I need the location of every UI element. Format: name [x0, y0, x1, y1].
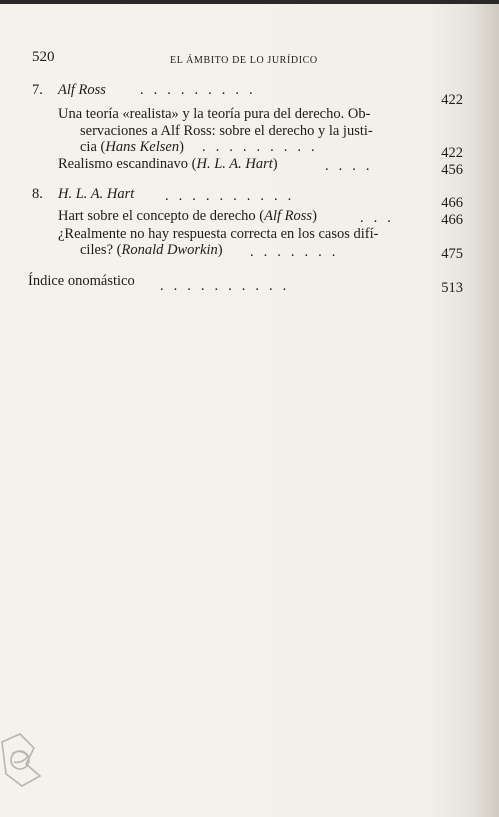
- toc-ch8-page: 466: [441, 195, 463, 211]
- toc-text: ): [312, 208, 317, 224]
- toc-author: Alf Ross: [264, 208, 313, 224]
- toc-text: ): [217, 242, 223, 258]
- toc-ch8-title: [58, 186, 134, 203]
- toc-text: cia (: [80, 139, 106, 155]
- toc-ch7-item1-line2: servaciones a Alf Ross: sobre el derecho y la justi-: [80, 123, 373, 139]
- toc-author: Hans Kelsen: [105, 139, 180, 155]
- toc-ch8-title-text: H. L. A. Hart: [58, 186, 135, 202]
- toc-index-page: 513: [441, 280, 463, 296]
- toc-author: Ronald Dworkin: [121, 242, 218, 258]
- leader-dots: .......: [250, 244, 346, 260]
- leader-dots: ...: [360, 210, 401, 226]
- toc-text: Hart sobre el concepto de derecho (: [58, 208, 265, 224]
- toc-ch7-item2-page: 456: [441, 162, 463, 178]
- toc-ch8-item1-page: 466: [441, 212, 463, 228]
- toc-ch8-number: 8.: [32, 186, 43, 202]
- leader-dots: ..........: [165, 188, 302, 204]
- toc-index-label: Índice onomástico: [28, 273, 135, 289]
- toc-ch7-item1-page: 422: [441, 145, 463, 161]
- toc-ch7-item2: [58, 156, 278, 173]
- leader-dots: .........: [202, 139, 325, 155]
- toc-ch8-item2-line2: [80, 242, 223, 259]
- toc-ch7-item1-line1: Una teoría «realista» y la teoría pura del derecho. Ob-: [58, 106, 371, 122]
- stamp-ornament-icon: [0, 730, 46, 790]
- toc-ch8-item2-page: 475: [441, 246, 463, 262]
- leader-dots: .........: [140, 82, 263, 98]
- toc-author: H. L. A. Hart: [196, 156, 273, 172]
- running-title: EL ÁMBITO DE LO JURÍDICO: [170, 55, 318, 66]
- toc-text: Realismo escandinavo (: [58, 156, 197, 172]
- toc-ch7-title-text: Alf Ross: [58, 82, 106, 98]
- toc-text: ): [272, 156, 278, 172]
- toc-ch7-title: [58, 82, 106, 99]
- toc-ch8-item2-line1: ¿Realmente no hay respuesta correcta en los casos difí-: [58, 226, 379, 242]
- toc-ch7-item1-line3: [80, 139, 184, 156]
- leader-dots: ....: [325, 158, 380, 174]
- top-edge: [0, 0, 499, 4]
- toc-ch7-number: 7.: [32, 82, 43, 98]
- toc-text: ): [179, 139, 184, 155]
- leader-dots: ..........: [160, 278, 297, 294]
- toc-text: ciles? (: [80, 242, 122, 258]
- toc-ch8-item1: [58, 208, 317, 225]
- toc-ch7-page: 422: [441, 92, 463, 108]
- page-number: 520: [32, 49, 55, 65]
